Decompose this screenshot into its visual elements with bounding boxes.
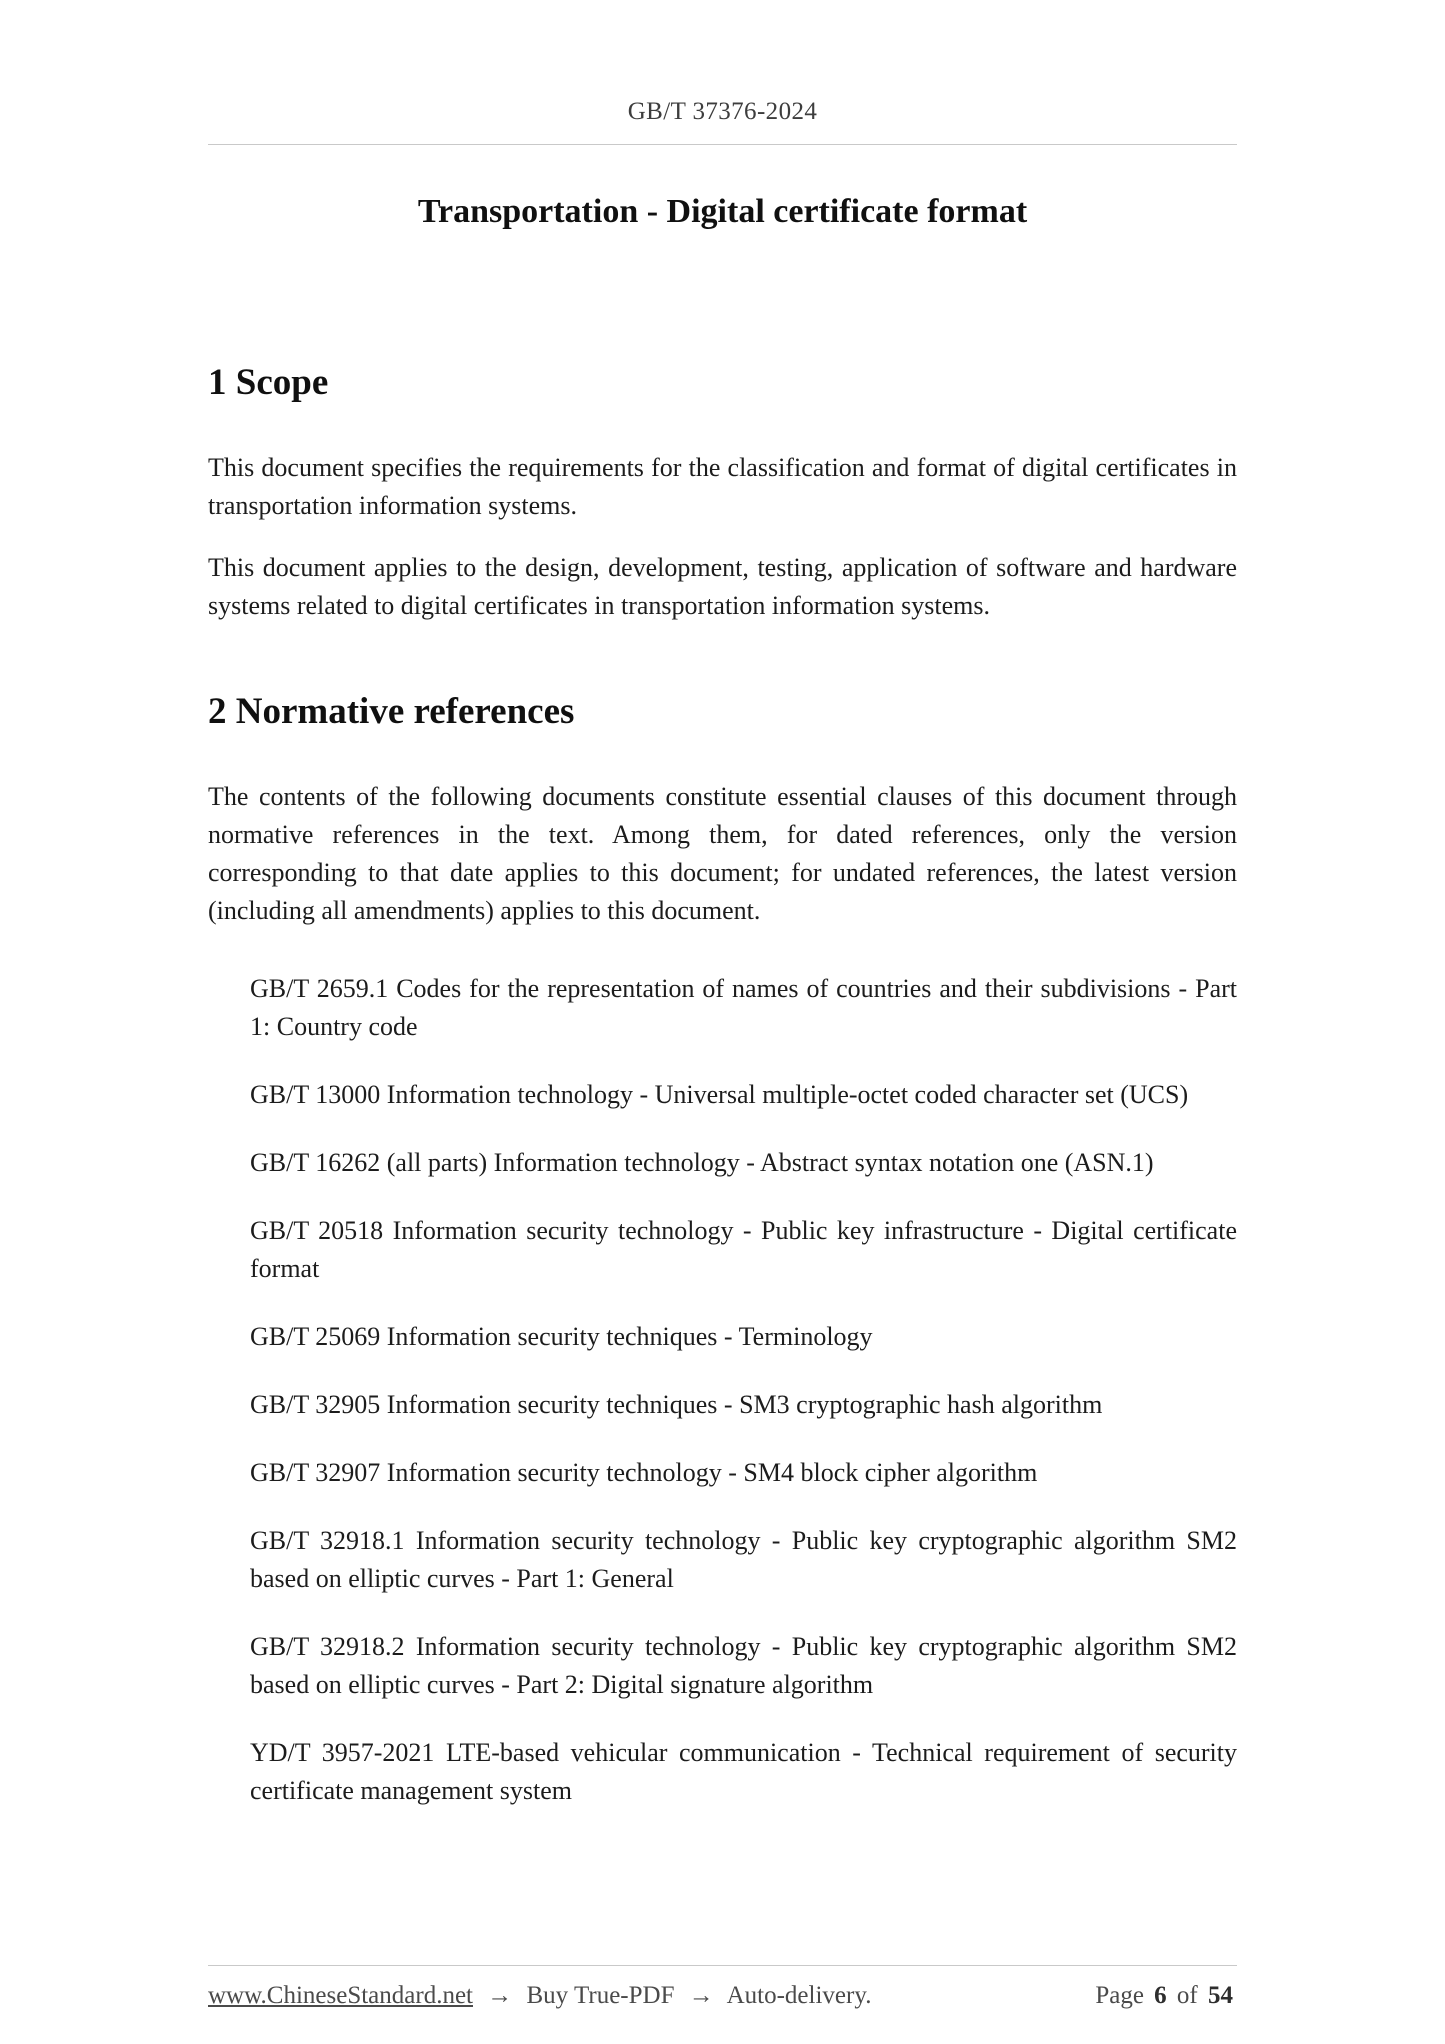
reference-item: GB/T 32907 Information security technology - SM4 block cipher algorithm: [250, 1458, 1038, 1487]
reference-item: GB/T 2659.1 Codes for the representation of names of countries and their subdivisions - Part 1: Country code: [250, 974, 1237, 1041]
section-normative-references: [208, 690, 1237, 1810]
current-page-number: 6: [1154, 1982, 1167, 2009]
document-title: Transportation - Digital certificate format: [417, 193, 1028, 230]
reference-item: GB/T 20518 Information security technology - Public key infrastructure - Digital certificate format: [250, 1216, 1237, 1283]
reference-list: [208, 970, 1237, 1810]
doc-number: GB/T 37376-2024: [627, 98, 818, 125]
arrow-icon: →: [487, 1982, 513, 2009]
footer-row: [208, 1982, 1237, 2010]
page-footer: [208, 1965, 1237, 2010]
of-label: of: [1176, 1982, 1198, 2009]
auto-delivery-label: Auto-delivery.: [726, 1982, 872, 2009]
reference-item: GB/T 16262 (all parts) Information technology - Abstract syntax notation one (ASN.1): [250, 1148, 1154, 1177]
footer-promo: [208, 1982, 871, 2010]
section-heading-normative-references: 2 Normative references: [208, 691, 575, 732]
arrow-icon: →: [688, 1982, 714, 2009]
total-page-count: 54: [1208, 1982, 1233, 2009]
scope-paragraph-1: This document specifies the requirements for the classification and format of digital certificates in transportation information systems.: [208, 453, 1237, 520]
page-header: [208, 98, 1237, 145]
header-rule: [208, 144, 1237, 145]
reference-item: YD/T 3957-2021 LTE-based vehicular communication - Technical requirement of security certificate management system: [250, 1738, 1237, 1805]
normative-references-intro: The contents of the following documents constitute essential clauses of this document through normative references in the text. Among them, for dated references, only the version corresponding to that date applies to this document; for undated references, the latest version (including all amendments) applies to this document.: [208, 782, 1237, 925]
page-label: Page: [1095, 1982, 1144, 2009]
section-heading-scope: 1 Scope: [208, 362, 329, 403]
reference-item: GB/T 25069 Information security techniques - Terminology: [250, 1322, 873, 1351]
site-link[interactable]: www.ChineseStandard.net: [208, 1982, 473, 2009]
section-scope: [208, 361, 1237, 625]
reference-item: GB/T 13000 Information technology - Universal multiple-octet coded character set (UCS): [250, 1080, 1189, 1109]
footer-rule: [208, 1965, 1237, 1966]
scope-paragraph-2: This document applies to the design, development, testing, application of software and hardware systems related to digital certificates in transportation information systems.: [208, 553, 1237, 620]
reference-item: GB/T 32918.1 Information security technology - Public key cryptographic algorithm SM2 based on elliptic curves - Part 1: General: [250, 1526, 1237, 1593]
reference-item: GB/T 32905 Information security techniques - SM3 cryptographic hash algorithm: [250, 1390, 1103, 1419]
buy-true-pdf-label: Buy True-PDF: [526, 1982, 675, 2009]
page-indicator: [1095, 1982, 1237, 2010]
reference-item: GB/T 32918.2 Information security technology - Public key cryptographic algorithm SM2 based on elliptic curves - Part 2: Digital signature algorithm: [250, 1632, 1237, 1699]
